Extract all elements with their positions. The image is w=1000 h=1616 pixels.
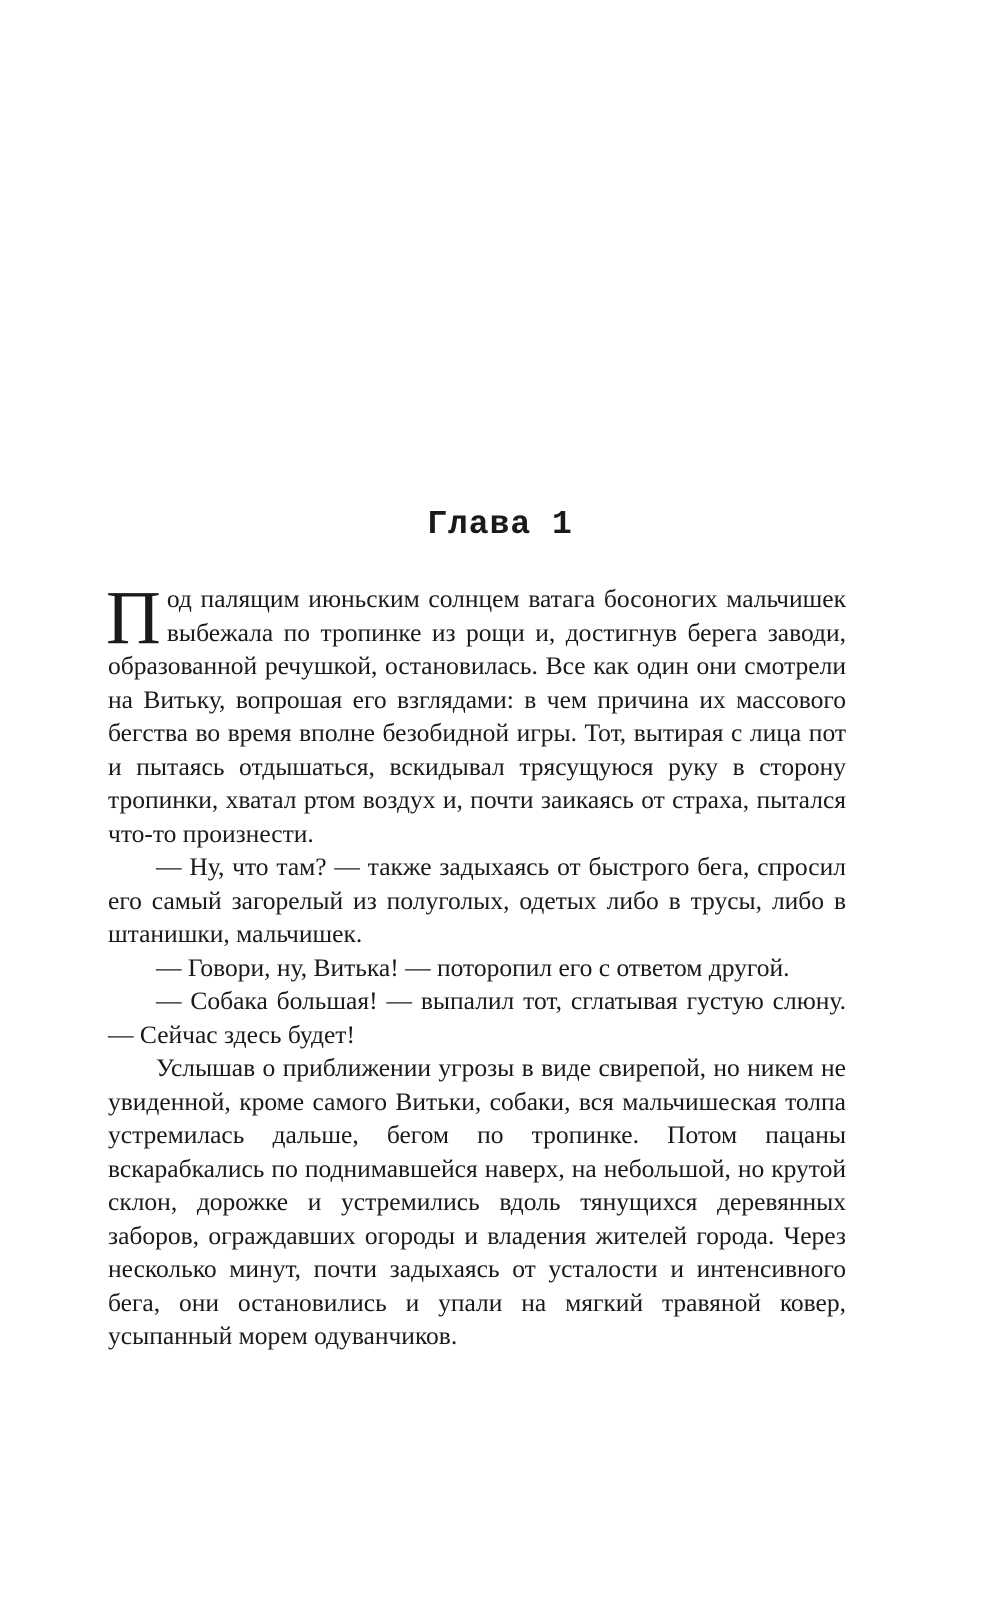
paragraph-1 xyxy=(106,576,846,850)
chapter-text xyxy=(106,576,846,1353)
paragraph-2: — Ну, что там? — также задыхаясь от быстрого бега, спросил его самый загорелый из полуголых, одетых либо в трусы, либо в штанишки, мальчишек. xyxy=(108,852,846,948)
drop-cap: П xyxy=(106,576,161,660)
paragraph-4: — Собака большая! — выпалил тот, сглатывая густую слюну. — Сейчас здесь будет! xyxy=(108,986,846,1049)
paragraph-3: — Говори, ну, Витька! — поторопил его с ответом другой. xyxy=(156,952,790,982)
paragraph-text: од палящим июньским солнцем ватага босоногих мальчишек выбежала по тропинке из рощи и, достигнув берега заводи, образованной речушкой, остановилась. Все как один они смотрели на Витьку, вопрошая его взглядами: в чем причина их массового бегства во время вполне безобидной игры. Тот, вытирая с лица пот и пытаясь отдышаться, вскидывал трясущуюся руку в сторону тропинки, хватал ртом воздух и, почти заикаясь от страха, пытался что-то произнести. xyxy=(108,584,846,848)
chapter-title: Глава 1 xyxy=(427,506,573,543)
paragraph-5: Услышав о приближении угрозы в виде свирепой, но никем не увиденной, кроме самого Витьки, собаки, вся мальчишеская толпа устремилась дальше, бегом по тропинке. Потом пацаны вскарабкались по поднимавшейся наверх, на небольшой, но крутой склон, дорожке и устремились вдоль тянущихся деревянных заборов, ограждавших огороды и владения жителей города. Через несколько минут, почти задыхаясь от усталости и интенсивного бега, они остановились и упали на мягкий травяной ковер, усыпанный морем одуванчиков. xyxy=(108,1053,846,1350)
